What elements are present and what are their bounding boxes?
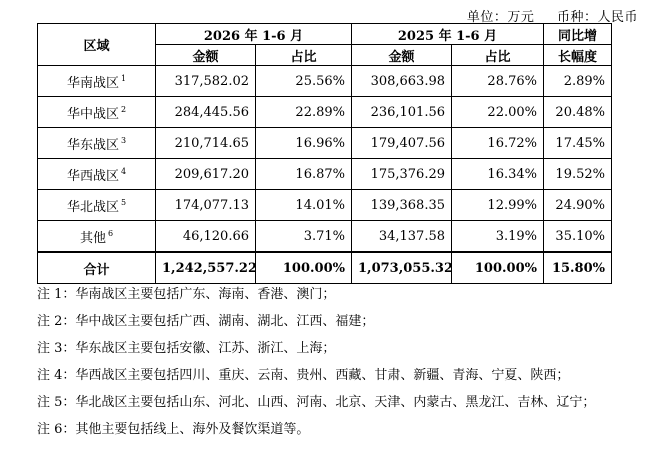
region-name: 华中战区 $^2$: [38, 97, 156, 128]
share-2025: 12.99%: [452, 190, 544, 221]
unit-label: 单位：万元: [466, 10, 535, 25]
share-2026: 14.01%: [256, 190, 352, 221]
table-row: [38, 66, 612, 97]
total-amount-2025: 1,073,055.32: [352, 252, 452, 284]
amount-2025-header: 金额: [352, 45, 452, 66]
yoy-growth: 19.52%: [544, 159, 612, 190]
currency-label: 币种：人民币: [556, 10, 638, 25]
footnote-4: 注 4：华西战区主要包括四川、重庆、云南、贵州、西藏、甘肃、新疆、青海、宁夏、陕西；: [37, 368, 570, 383]
share-2026-header: 占比: [256, 45, 352, 66]
footnote-3: 注 3：华东战区主要包括安徽、江苏、浙江、上海；: [37, 341, 336, 356]
share-2025: 3.19%: [452, 221, 544, 253]
amount-2025: 34,137.58: [352, 221, 452, 253]
yoy-header-line2: 长幅度: [544, 45, 612, 66]
revenue-by-region-table: [37, 23, 612, 284]
region-name: 华南战区 $^1$: [38, 66, 156, 97]
yoy-growth: 17.45%: [544, 128, 612, 159]
footnote-1: 注 1：华南战区主要包括广东、海南、香港、澳门；: [37, 287, 336, 302]
share-2025: 16.72%: [452, 128, 544, 159]
yoy-growth: 35.10%: [544, 221, 612, 253]
amount-2025: 139,368.35: [352, 190, 452, 221]
header-row-periods: [38, 24, 612, 45]
table-row: [38, 190, 612, 221]
region-header: 区域: [38, 24, 156, 66]
share-2025-header: 占比: [452, 45, 544, 66]
footnote-6: 注 6：其他主要包括线上、海外及餐饮渠道等。: [37, 422, 310, 437]
region-name: 华北战区 $^5$: [38, 190, 156, 221]
footnotes: [37, 281, 627, 443]
amount-2026-header: 金额: [156, 45, 256, 66]
amount-2026: 317,582.02: [156, 66, 256, 97]
amount-2025: 236,101.56: [352, 97, 452, 128]
share-2025: 28.76%: [452, 66, 544, 97]
yoy-growth: 20.48%: [544, 97, 612, 128]
share-2026: 25.56%: [256, 66, 352, 97]
amount-2026: 284,445.56: [156, 97, 256, 128]
table-row: [38, 97, 612, 128]
total-yoy-growth: 15.80%: [544, 252, 612, 284]
region-name: 华东战区 $^3$: [38, 128, 156, 159]
amount-2026: 210,714.65: [156, 128, 256, 159]
amount-2026: 174,077.13: [156, 190, 256, 221]
yoy-growth: 24.90%: [544, 190, 612, 221]
total-label: 合计: [38, 252, 156, 284]
table-row: [38, 159, 612, 190]
table-row: [38, 221, 612, 253]
yoy-header-line1: 同比增: [544, 24, 612, 45]
share-2026: 16.87%: [256, 159, 352, 190]
amount-2025: 308,663.98: [352, 66, 452, 97]
amount-2026: 46,120.66: [156, 221, 256, 253]
period-2025-header: 2025 年 1-6 月: [352, 24, 544, 45]
table-row: [38, 128, 612, 159]
footnote-2: 注 2：华中战区主要包括广西、湖南、湖北、江西、福建；: [37, 314, 375, 329]
total-share-2025: 100.00%: [452, 252, 544, 284]
region-name: 华西战区 $^4$: [38, 159, 156, 190]
share-2025: 22.00%: [452, 97, 544, 128]
amount-2025: 179,407.56: [352, 128, 452, 159]
footnote-5: 注 5：华北战区主要包括山东、河北、山西、河南、北京、天津、内蒙古、黑龙江、吉林、辽宁；: [37, 395, 596, 410]
total-share-2026: 100.00%: [256, 252, 352, 284]
share-2026: 22.89%: [256, 97, 352, 128]
amount-2026: 209,617.20: [156, 159, 256, 190]
share-2026: 3.71%: [256, 221, 352, 253]
share-2026: 16.96%: [256, 128, 352, 159]
period-2026-header: 2026 年 1-6 月: [156, 24, 352, 45]
total-amount-2026: 1,242,557.22: [156, 252, 256, 284]
amount-2025: 175,376.29: [352, 159, 452, 190]
share-2025: 16.34%: [452, 159, 544, 190]
region-name: 其他 $^6$: [38, 221, 156, 253]
yoy-growth: 2.89%: [544, 66, 612, 97]
total-row: [38, 252, 612, 284]
